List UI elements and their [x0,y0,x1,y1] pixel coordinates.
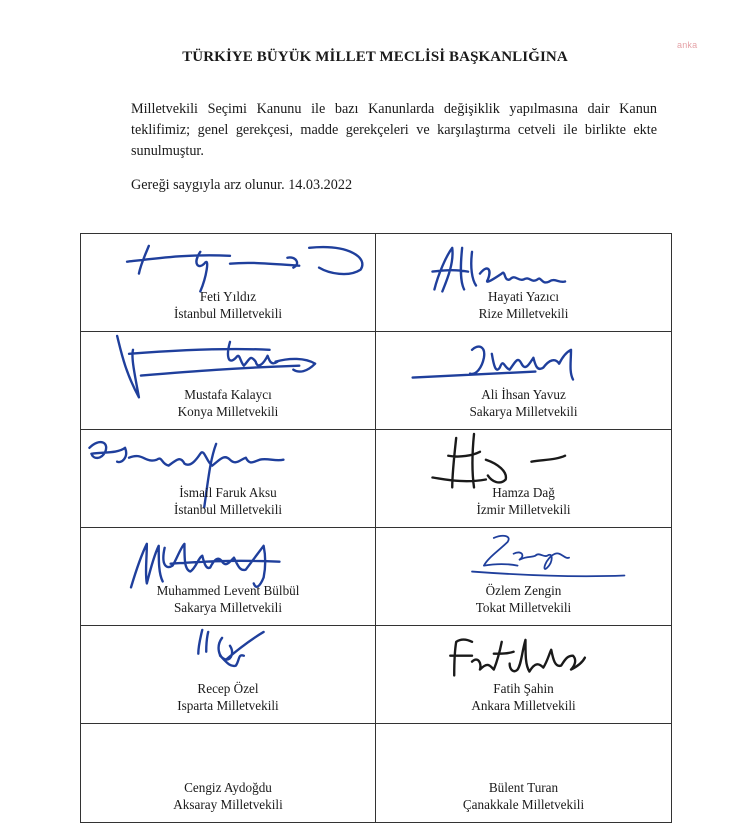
signatory-name: Feti Yıldız [199,289,257,304]
signature-cell [81,332,376,430]
closing-line: Gereği saygıyla arz olunur. 14.03.2022 [131,177,353,193]
signature-cell [81,430,376,528]
signatory-title: İzmir Milletvekili [476,502,571,517]
signature-cell [81,528,376,626]
signatory-title: Tokat Milletvekili [475,600,572,615]
signature-cell [376,724,671,822]
signature-cell [81,626,376,724]
signatory-name: İsmail Faruk Aksu [179,485,277,500]
signature-table [80,233,672,823]
signatory-title: Aksaray Milletvekili [173,797,283,812]
signatory-title: Rize Milletvekili [478,306,569,321]
signature-cell [376,528,671,626]
signatory-name: Hamza Dağ [492,485,555,500]
signatory-title: Isparta Milletvekili [177,698,279,713]
signatory-name: Ali İhsan Yavuz [481,387,566,402]
signature-cell [376,626,671,724]
signatory-title: İstanbul Milletvekili [173,502,283,517]
signatory-title: Konya Milletvekili [177,404,279,419]
signature-cell [376,430,671,528]
anka-watermark: anka [677,40,698,50]
signatory-name: Hayati Yazıcı [487,289,560,304]
signatory-name: Mustafa Kalaycı [184,387,272,402]
signatory-name: Özlem Zengin [485,583,562,598]
signatory-title: Sakarya Milletvekili [173,600,283,615]
signatory-title: Sakarya Milletvekili [469,404,578,419]
signatory-name: Fatih Şahin [493,681,554,696]
signatory-title: Ankara Milletvekili [471,698,576,713]
signature-cell [81,234,376,332]
signature-cell [81,724,376,822]
body-paragraph: Milletvekili Seçimi Kanunu ile bazı Kanunlarda değişiklik yapılmasına dair Kanun teklifimiz; genel gerekçesi, madde gerekçeleri ve karşılaştırma cetveli ile birlikte ekte sunulmuştur. [131,101,657,159]
signatory-name: Recep Özel [197,681,259,696]
signatory-title: İstanbul Milletvekili [173,306,283,321]
document-title: TÜRKİYE BÜYÜK MİLLET MECLİSİ BAŞKANLIĞINA [182,49,568,65]
signatory-name: Bülent Turan [488,780,559,795]
signatory-title: Çanakkale Milletvekili [462,797,585,812]
signatory-name: Cengiz Aydoğdu [184,780,272,795]
signatory-name: Muhammed Levent Bülbül [156,583,300,598]
signature-cell [376,234,671,332]
signature-cell [376,332,671,430]
